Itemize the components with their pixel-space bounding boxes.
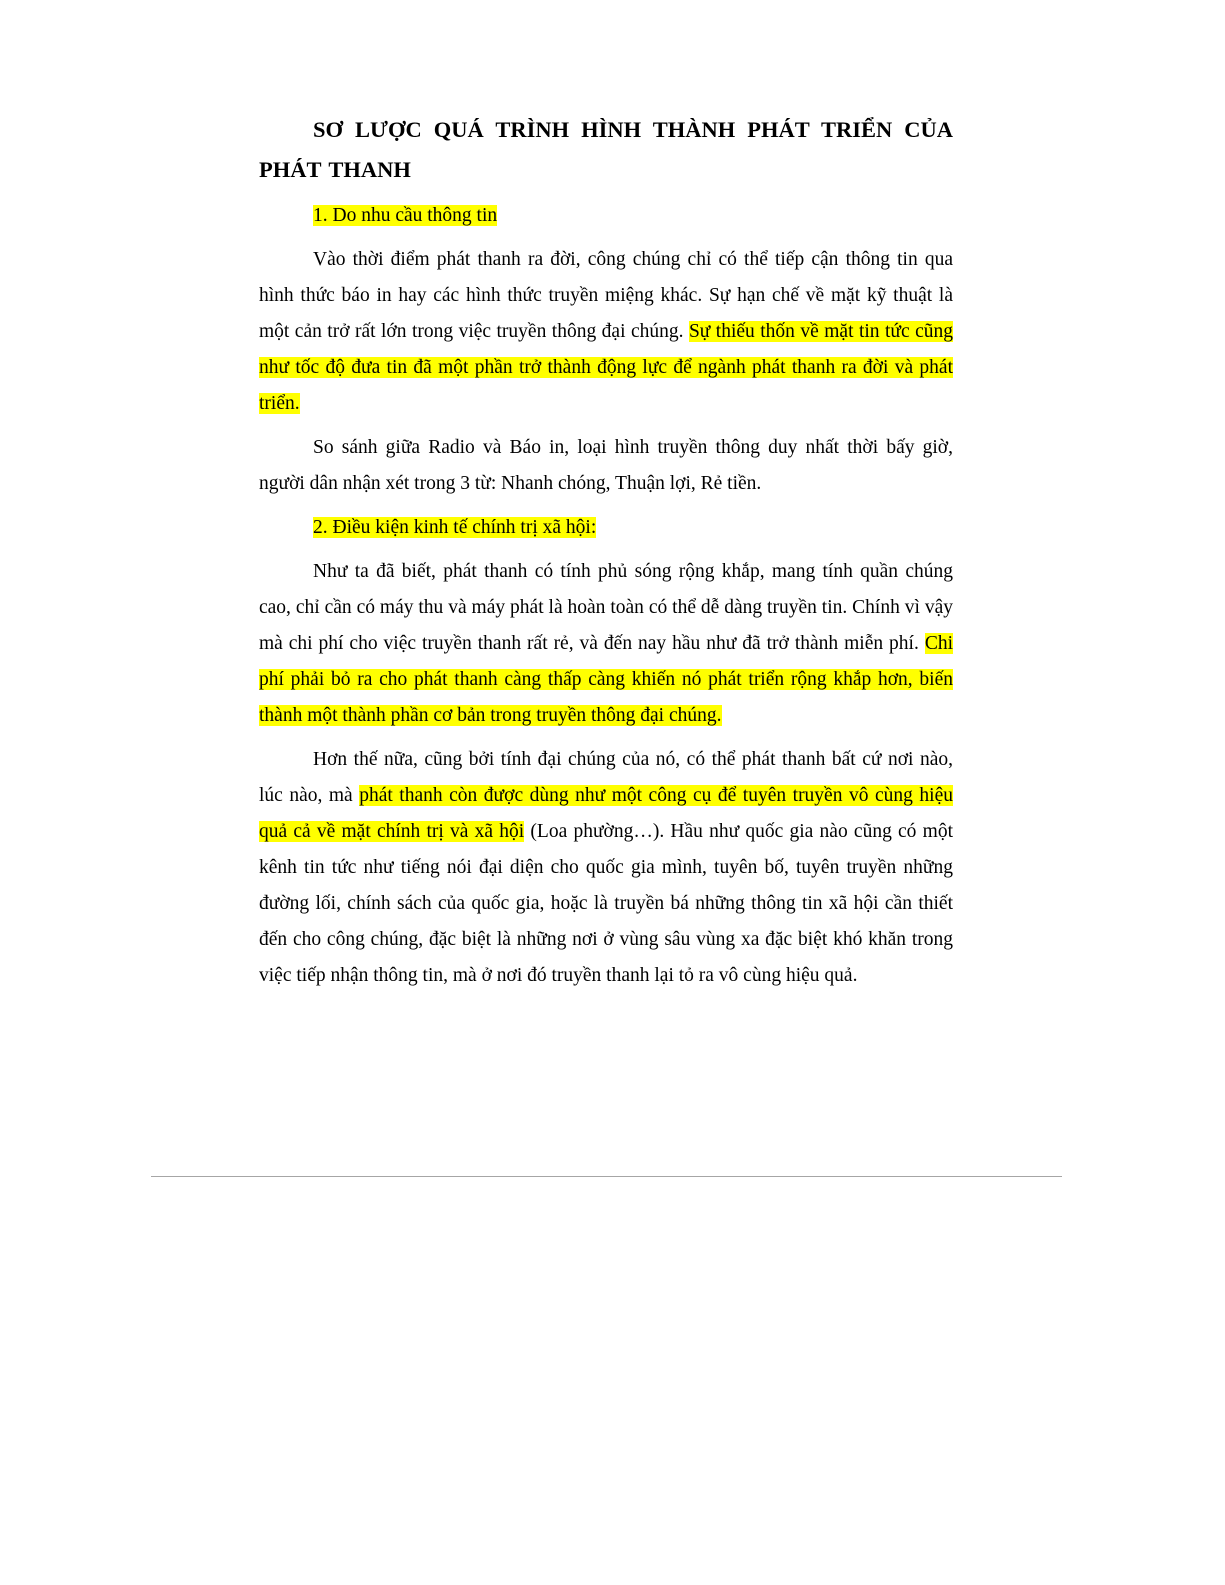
- paragraph-text: Hơn thế nữa, cũng bởi tính đại chúng của nó, có thể phát thanh bất cứ nơi nào, lúc nào, mà: [259, 749, 953, 806]
- paragraph-text: So sánh giữa Radio và Báo in, loại hình truyền thông duy nhất thời bấy giờ, người dân nhận xét trong 3 từ: Nhanh chóng, Thuận lợi, Rẻ tiền.: [259, 437, 953, 494]
- paragraph-text: Như ta đã biết, phát thanh có tính phủ sóng rộng khắp, mang tính quần chúng cao, chỉ cần có máy thu và máy phát là hoàn toàn có thể dễ dàng truyền tin. Chính vì vậy mà chi phí cho việc truyền thanh rất rẻ, và đến nay hầu như đã trở thành miễn phí.: [259, 561, 953, 654]
- section-2: [259, 510, 953, 994]
- paragraph: [259, 554, 953, 734]
- section-heading-text: 1. Do nhu cầu thông tin: [313, 205, 498, 226]
- paragraph: [259, 430, 953, 502]
- footer-divider: [151, 1176, 1062, 1177]
- paragraph: [259, 242, 953, 422]
- document-body: [259, 110, 953, 994]
- section-heading-text: 2. Điều kiện kinh tế chính trị xã hội:: [313, 517, 597, 538]
- section-heading: [259, 510, 953, 546]
- paragraph-text: (Loa phường…). Hầu như quốc gia nào cũng có một kênh tin tức như tiếng nói đại diện cho quốc gia mình, tuyên bố, tuyên truyền những đường lối, chính sách của quốc gia, hoặc là truyền bá những thông tin xã hội cần thiết đến cho công chúng, đặc biệt là những nơi ở vùng sâu vùng xa đặc biệt khó khăn trong việc tiếp nhận thông tin, mà ở nơi đó truyền thanh lại tỏ ra vô cùng hiệu quả.: [259, 821, 953, 986]
- highlighted-text: Sự thiếu thốn về mặt tin tức cũng như tốc độ đưa tin đã một phần trở thành động lực để ngành phát thanh ra đời và phát triển.: [259, 321, 953, 414]
- section-heading: [259, 198, 953, 234]
- highlighted-text: phát thanh còn được dùng như một công cụ để tuyên truyền vô cùng hiệu quả cả về mặt chính trị và xã hội: [259, 785, 953, 842]
- paragraph: [259, 742, 953, 994]
- highlighted-text: Chi phí phải bỏ ra cho phát thanh càng thấp càng khiến nó phát triển rộng khắp hơn, biến thành một thành phần cơ bản trong truyền thông đại chúng.: [259, 633, 953, 726]
- document-title: SƠ LƯỢC QUÁ TRÌNH HÌNH THÀNH PHÁT TRIỂN CỦA PHÁT THANH: [259, 117, 953, 182]
- section-1: [259, 198, 953, 502]
- paragraph-text: Vào thời điểm phát thanh ra đời, công chúng chỉ có thể tiếp cận thông tin qua hình thức báo in hay các hình thức truyền miệng khác. Sự hạn chế về mặt kỹ thuật là một cản trở rất lớn trong việc truyền thông đại chúng.: [259, 249, 953, 342]
